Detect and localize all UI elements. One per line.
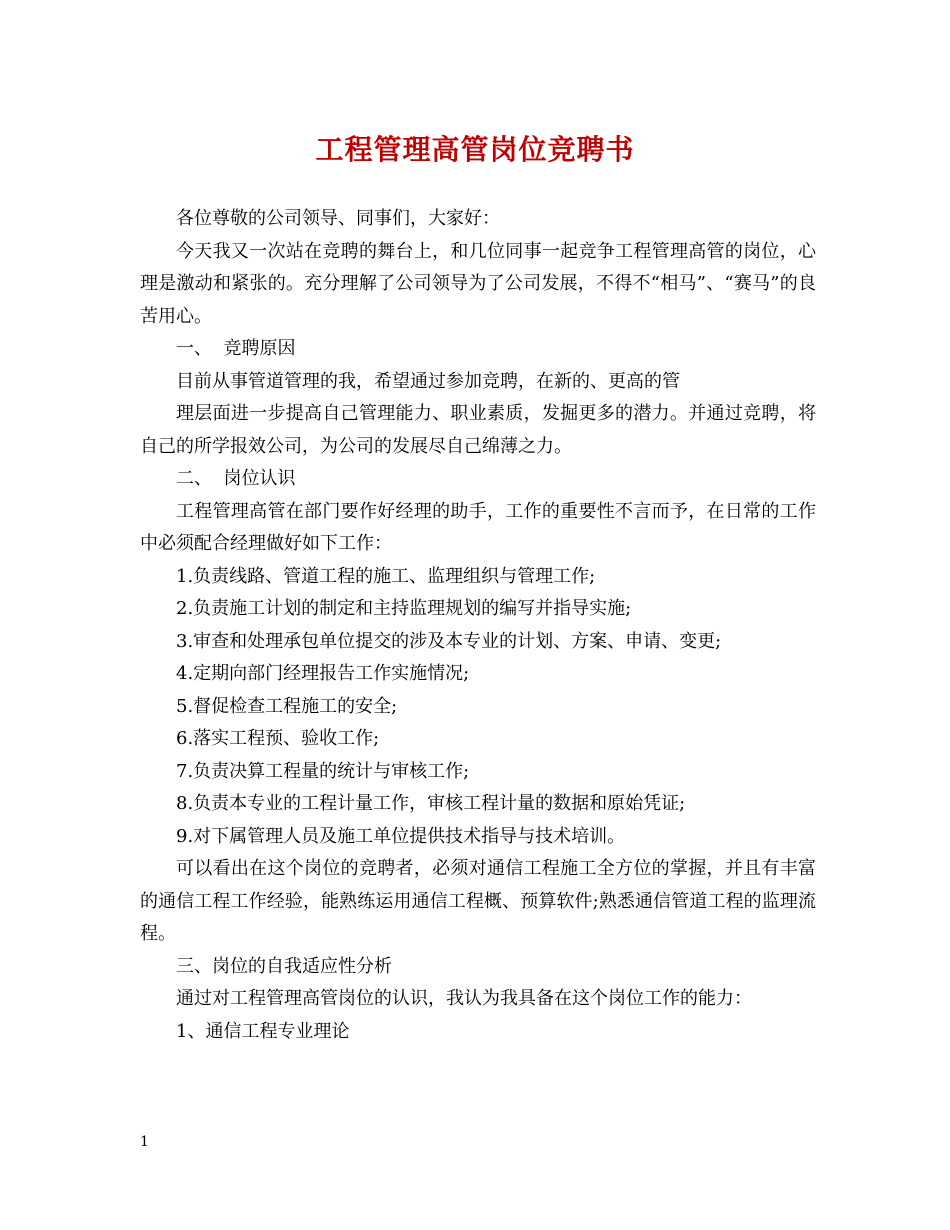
paragraph-reason-1: 目前从事管道管理的我，希望通过参加竞聘，在新的、更高的管 (176, 370, 680, 392)
paragraph-intro: 今天我又一次站在竞聘的舞台上，和几位同事一起竞争工程管理高管的岗位，心理是激动和紧张的。充分理解了公司领导为了公司发展，不得不“相马”、“赛马”的良苦用心。 (140, 240, 816, 327)
paragraph-requirements: 可以看出在这个岗位的竞聘者，必须对通信工程施工全方位的掌握，并且有丰富的通信工程工作经验，能熟练运用通信工程概、预算软件;熟悉通信管道工程的监理流程。 (140, 858, 816, 944)
paragraph-ability: 通过对工程管理高管岗位的认识，我认为我具备在这个岗位工作的能力： (176, 988, 752, 1009)
list-item-3: 3.审查和处理承包单位提交的涉及本专业的计划、方案、申请、变更; (176, 630, 722, 652)
list-item-4: 4.定期向部门经理报告工作实施情况; (176, 663, 470, 684)
page-number: 1 (140, 1134, 149, 1150)
list-item-7: 7.负责决算工程量的统计与审核工作; (176, 760, 470, 782)
list-item-9: 9.对下属管理人员及施工单位提供技术指导与技术培训。 (176, 825, 626, 847)
list-item-2: 2.负责施工计划的制定和主持监理规划的编写并指导实施; (176, 598, 632, 619)
section-heading-2: 二、 岗位认识 (176, 468, 296, 489)
list-item-5: 5.督促检查工程施工的安全; (176, 695, 398, 717)
paragraph-role: 工程管理高管在部门要作好经理的助手，工作的重要性不言而予，在日常的工作中必须配合经理做好如下工作： (140, 500, 816, 554)
subsection-heading-1: 1、通信工程专业理论 (176, 1020, 350, 1042)
document-body (140, 203, 816, 1048)
paragraph-reason-2: 理层面进一步提高自己管理能力、职业素质，发掘更多的潜力。并通过竞聘，将自己的所学报效公司，为公司的发展尽自己绵薄之力。 (140, 403, 816, 457)
paragraph-greeting: 各位尊敬的公司领导、同事们，大家好： (176, 208, 500, 229)
list-item-8: 8.负责本专业的工程计量工作，审核工程计量的数据和原始凭证; (176, 793, 686, 814)
section-heading-3: 三、岗位的自我适应性分析 (176, 955, 392, 977)
section-heading-1: 一、 竞聘原因 (176, 338, 296, 359)
document-title: 工程管理高管岗位竞聘书 (315, 133, 635, 166)
list-item-1: 1.负责线路、管道工程的施工、监理组织与管理工作; (176, 565, 596, 587)
list-item-6: 6.落实工程预、验收工作; (176, 728, 380, 749)
